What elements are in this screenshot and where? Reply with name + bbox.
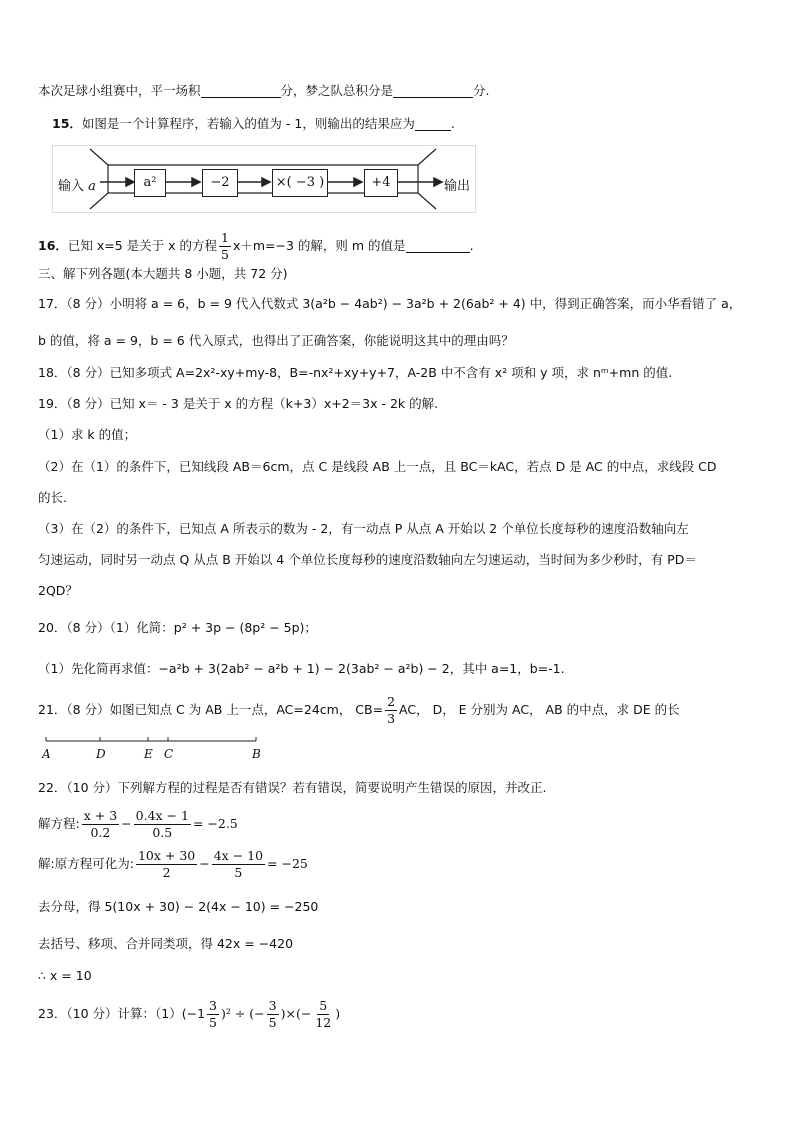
q22-rhs: = −2.5 — [192, 816, 238, 831]
q23-operator: )² ÷ (− — [221, 1006, 265, 1021]
fraction — [134, 808, 191, 841]
q22-label: 解方程: — [38, 816, 80, 831]
input-variable: a — [88, 179, 96, 194]
q19-part3-line3: 2QD？ — [38, 583, 78, 598]
q23-operator: )×(− — [280, 1006, 312, 1021]
section-heading: 三、解下列各题(本大题共 8 小题，共 72 分) — [38, 266, 288, 281]
line-segment-figure — [42, 733, 262, 763]
answer-blank[interactable] — [406, 238, 470, 253]
answer-blank[interactable] — [415, 116, 451, 131]
q16 — [38, 229, 474, 263]
q21-text-post: AC， D， E 分别为 AC， AB 的中点，求 DE 的长 — [399, 702, 680, 717]
q19-part3-line1: （3）在（2）的条件下，已知点 A 所表示的数为 - 2，有一动点 P 从点 A 开始以 2 个单位长度每秒的速度沿数轴向左 — [38, 521, 689, 536]
point-label-e: E — [144, 747, 153, 761]
frac-numerator: 3 — [209, 998, 217, 1013]
answer-blank[interactable] — [201, 83, 281, 98]
point-label-d: D — [96, 747, 106, 761]
q19-stem: 19．（8 分）已知 x＝ - 3 是关于 x 的方程（k+3）x+2＝3x - 2k 的解. — [38, 396, 439, 411]
q16-text-pre: 已知 x=5 是关于 x 的方程 — [67, 238, 218, 253]
frac-denominator: 12 — [315, 1015, 332, 1030]
q23-text-pre: 23．（10 分）计算：（1）(−1 — [38, 1006, 206, 1021]
fraction — [212, 848, 265, 881]
frac-numerator: 5 — [319, 998, 328, 1013]
q22-step1-label: 解:原方程可化为: — [38, 856, 134, 871]
q22-step1-rhs: = −25 — [267, 856, 308, 871]
q15-text: 如图是一个计算程序，若输入的值为 - 1，则输出的结果应为 — [81, 116, 415, 131]
q22-equation: 解方程: $\frac{x + 3}{0.2}$ − $\frac{0.4x - 1}{0.5}$ = −2.5 — [38, 808, 238, 840]
fraction-one-fifth — [219, 230, 231, 263]
q22-stem: 22．（10 分）下列解方程的过程是否有错误？若有错误，简要说明产生错误的原因，并改正. — [38, 780, 547, 795]
flow-box-square: a² — [134, 169, 166, 197]
q15 — [52, 115, 455, 133]
frac-denominator: 5 — [268, 1015, 277, 1030]
frac-numerator: 0.4x − 1 — [135, 808, 189, 823]
flow-box-times-neg3: ×( −3 ) — [272, 169, 328, 197]
q23-end: ) — [335, 1006, 341, 1021]
frac-denominator: 5 — [221, 247, 229, 262]
frac-numerator: x + 3 — [83, 808, 118, 823]
q19-part3-line2: 匀速运动，同时另一动点 Q 从点 B 开始以 4 个单位长度每秒的速度沿数轴向左匀速运动，当时间为多少秒时，有 PD＝ — [38, 552, 697, 567]
segment-line — [42, 733, 262, 747]
frac-numerator: 3 — [268, 998, 277, 1013]
q16-text-post: x＋m=−3 的解，则 m 的值是 — [232, 238, 406, 253]
flow-box-minus2: −2 — [202, 169, 238, 197]
frac-numerator: 4x − 10 — [213, 848, 264, 863]
q21 — [38, 693, 680, 727]
flow-output-label: 输出 — [444, 179, 471, 194]
point-label-a: A — [42, 747, 51, 761]
q22-step3: 去括号、移项、合并同类项，得 42x = −420 — [38, 936, 294, 951]
answer-blank[interactable] — [393, 83, 473, 98]
q23 — [38, 995, 340, 1033]
q22-step2: 去分母，得 5(10x + 30) − 2(4x − 10) = −250 — [38, 899, 319, 914]
q17-line2: b 的值，将 a = 9，b = 6 代入原式，也得出了正确答案，你能说明这其中的理由吗？ — [38, 333, 514, 348]
fraction — [82, 808, 119, 841]
computation-flowchart — [52, 145, 476, 213]
point-label-b: B — [252, 747, 261, 761]
frac-numerator: 10x + 30 — [137, 848, 196, 863]
q16-end: . — [469, 238, 474, 253]
mixed-fraction — [207, 998, 219, 1031]
fraction — [267, 998, 279, 1031]
fraction-two-thirds — [385, 694, 397, 727]
input-text: 输入 — [58, 179, 85, 194]
q21-text-pre: 21．（8 分）如图已知点 C 为 AB 上一点，AC=24cm， CB= — [38, 702, 384, 717]
fraction — [313, 998, 333, 1031]
frac-denominator: 3 — [387, 711, 396, 726]
q22-step1: 解:原方程可化为: $\frac{10x + 30}{2}$ − $\frac{4x - 10}{5}$ = −25 — [38, 848, 308, 880]
q19-part2-line1: （2）在（1）的条件下，已知线段 AB＝6cm，点 C 是线段 AB 上一点，且 BC＝kAC，若点 D 是 AC 的中点，求线段 CD — [38, 459, 717, 474]
q19-part2-line2: 的长. — [38, 490, 67, 505]
q14-text-pre: 本次足球小组赛中，平一场积 — [38, 83, 201, 98]
frac-numerator: 1 — [221, 230, 229, 245]
q14-text-mid: 分，梦之队总积分是 — [280, 83, 394, 98]
q15-end: . — [450, 116, 455, 131]
frac-denominator: 5 — [209, 1015, 217, 1030]
q14-text-post: 分. — [473, 83, 490, 98]
frac-numerator: 2 — [387, 694, 396, 709]
point-label-c: C — [164, 747, 174, 761]
fraction — [136, 848, 197, 881]
q22-step4: ∴ x = 10 — [38, 968, 92, 983]
frac-denominator: 0.5 — [152, 825, 173, 840]
flowchart-frame — [52, 145, 476, 213]
q16-number: 16． — [38, 238, 68, 253]
q20-part2: （1）先化简再求值：−a²b + 3(2ab² − a²b + 1) − 2(3ab² − a²b) − 2，其中 a=1，b=-1. — [38, 661, 565, 676]
q18: 18．（8 分）已知多项式 A=2x²-xy+my-8，B=-nx²+xy+y+7，A-2B 中不含有 x² 项和 y 项，求 nᵐ+mn 的值. — [38, 365, 673, 380]
frac-denominator: 0.2 — [90, 825, 111, 840]
flow-box-plus4: +4 — [364, 169, 398, 197]
q14-tail — [38, 82, 490, 100]
flow-input-label — [58, 175, 96, 194]
frac-denominator: 2 — [162, 865, 171, 880]
q19-part1: （1）求 k 的值； — [38, 427, 137, 442]
q15-number: 15． — [52, 116, 82, 131]
q20-part1: 20．（8 分）（1）化简：p² + 3p − (8p² − 5p)； — [38, 620, 317, 635]
frac-denominator: 5 — [234, 865, 243, 880]
q17-line1: 17．（8 分）小明将 a = 6，b = 9 代入代数式 3(a²b − 4ab²) − 3a²b + 2(6ab² + 4) 中，得到正确答案，而小华看错了 a， — [38, 296, 742, 311]
